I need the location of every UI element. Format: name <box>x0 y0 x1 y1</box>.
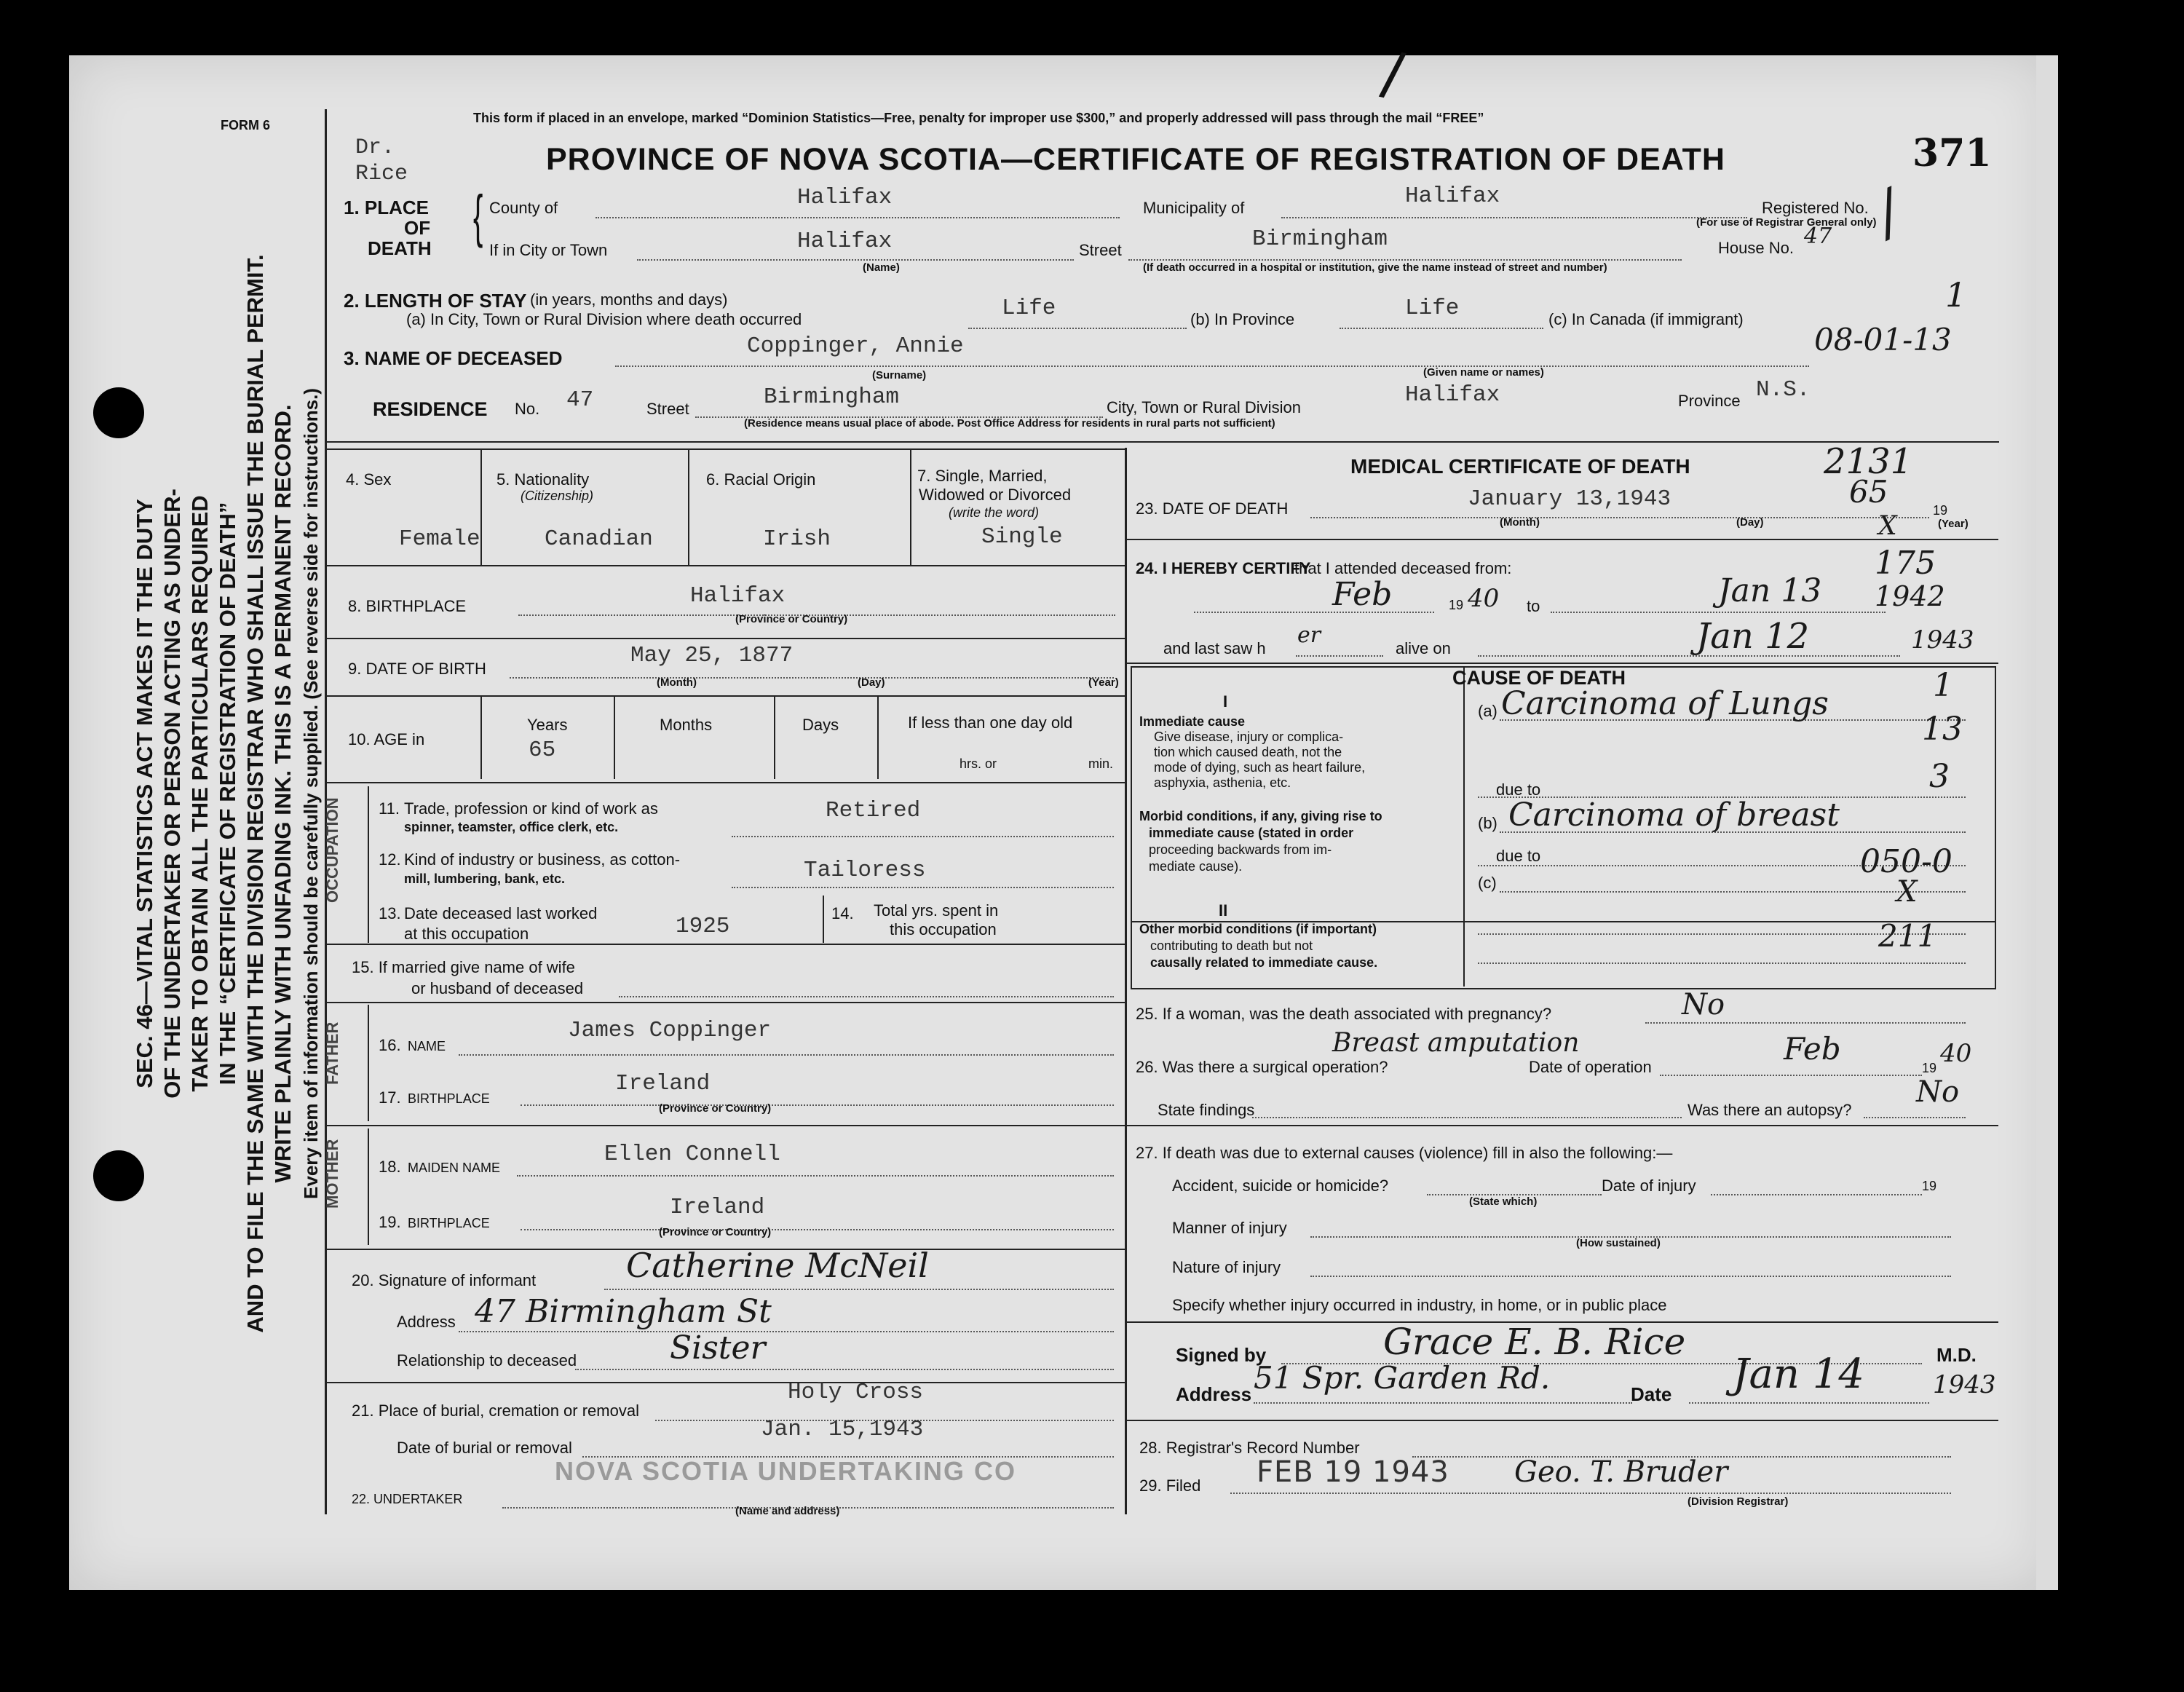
line <box>325 1125 1125 1126</box>
autopsy-label: Was there an autopsy? <box>1688 1101 1852 1119</box>
month-caption: (Month) <box>657 676 697 689</box>
day-caption: (Day) <box>858 676 885 689</box>
years-label: Years <box>527 716 568 734</box>
nationality-sub: (Citizenship) <box>521 489 594 503</box>
line <box>325 448 1125 450</box>
undertaker-stamp: NOVA SCOTIA UNDERTAKING CO <box>555 1456 1016 1486</box>
occupation-side-label: OCCUPATION <box>323 797 341 903</box>
undertaker-label: 22. UNDERTAKER <box>352 1492 463 1506</box>
record-number-label: 28. Registrar's Record Number <box>1139 1439 1360 1457</box>
sign-date-label: Date <box>1631 1383 1672 1405</box>
line <box>368 1005 369 1121</box>
line <box>877 695 879 779</box>
year-prefix: 19 <box>1933 503 1948 518</box>
line <box>517 1175 1114 1177</box>
year-prefix: 19 <box>1922 1179 1937 1193</box>
birthplace-label: 8. BIRTHPLACE <box>348 597 467 615</box>
hospital-note: (If death occurred in a hospital or institution, give the name instead of street and number) <box>1143 261 1607 274</box>
item-number: 13. <box>379 904 401 922</box>
corner-note: Dr. Rice <box>355 135 408 186</box>
house-label: House No. <box>1718 239 1794 257</box>
industry-value: Tailoress <box>804 858 926 883</box>
nationality-value: Canadian <box>545 526 653 552</box>
residence-city: Halifax <box>1405 382 1500 408</box>
stay-b-label: (b) In Province <box>1190 310 1295 328</box>
pregnancy-label: 25. If a woman, was the death associated with pregnancy? <box>1136 1005 1552 1023</box>
code-value: 2131 <box>1824 441 1913 482</box>
operation-date-label: Date of operation <box>1529 1058 1652 1076</box>
line <box>615 365 1809 367</box>
margin-notice: SEC. 46—VITAL STATISTICS ACT MAKES IT THE DUTY OF THE UNDERTAKER OR PERSON ACTING AS UNDER- TAKER TO OBTAIN ALL THE PARTICULARS REQUIRED IN THE “CERTIFICATE OF REGISTRATION OF DEATH” AND TO FILE THE SAME WITH THE DIVISION REGISTRAR WHO SHALL ISSUE THE BURIAL PERMIT. WRITE PLAINLY WITH UNFADING INK. THIS IS A PERMANENT RECORD. Every item of information should be carefully supplied. (See reverse side for instructions.) <box>132 254 322 1333</box>
cause-a-value: Carcinoma of Lungs <box>1501 685 1829 722</box>
province-country-caption: (Province or Country) <box>659 1102 772 1115</box>
age-years-value: 65 <box>529 738 556 763</box>
injury-date-label: Date of injury <box>1602 1177 1696 1195</box>
line <box>596 217 1120 218</box>
line <box>968 328 1187 329</box>
line <box>325 695 1125 697</box>
day-caption: (Day) <box>1736 516 1764 529</box>
attended-to-year: 1942 <box>1875 580 1945 612</box>
filed-stamp: FEB 19 1943 <box>1257 1455 1449 1489</box>
form-number: FORM 6 <box>221 118 271 133</box>
informant-address: 47 Birmingham St <box>475 1293 772 1330</box>
house-value: 47 <box>1804 224 1832 249</box>
item-number: 12. <box>379 850 401 869</box>
morbid-conditions-label: Morbid conditions, if any, giving rise to <box>1139 809 1382 823</box>
county-value: Halifax <box>797 185 893 210</box>
county-label: County of <box>489 199 558 217</box>
line <box>1125 1420 1998 1421</box>
nature-label: Nature of injury <box>1172 1258 1281 1276</box>
line <box>1660 1075 1922 1076</box>
line <box>1194 612 1434 613</box>
mother-maiden-name-label: MAIDEN NAME <box>408 1161 501 1175</box>
line <box>510 677 1114 679</box>
birthplace-value: Halifax <box>690 583 786 609</box>
external-causes-label: 27. If death was due to external causes (violence) fill in also the following:— <box>1136 1144 1673 1162</box>
line <box>1478 655 1900 657</box>
year-prefix: 19 <box>1449 598 1464 612</box>
line <box>1125 663 1998 664</box>
line <box>1340 328 1543 329</box>
line <box>1478 962 1966 964</box>
line <box>1296 655 1383 657</box>
province-value: N.S. <box>1756 377 1811 403</box>
months-label: Months <box>660 716 713 734</box>
morbid-conditions-label: proceeding backwards from im- <box>1149 842 1332 857</box>
line <box>325 944 1125 945</box>
line <box>1125 539 1998 540</box>
father-name: James Coppinger <box>568 1018 772 1043</box>
length-of-stay-label: 2. LENGTH OF STAY <box>344 290 527 312</box>
place-label: 1. PLACE <box>344 197 430 218</box>
line <box>521 1104 1114 1106</box>
relationship-label: Relationship to deceased <box>397 1351 577 1369</box>
physician-signature: Grace E. B. Rice <box>1383 1321 1686 1363</box>
cause-b-value: Carcinoma of breast <box>1508 796 1840 834</box>
line <box>480 448 482 565</box>
stay-c-label: (c) In Canada (if immigrant) <box>1548 310 1744 328</box>
less-than-day-label: If less than one day old <box>908 713 1073 732</box>
line <box>325 638 1125 639</box>
item-number: 17. <box>379 1088 401 1107</box>
line <box>619 996 1114 997</box>
line <box>368 786 369 943</box>
stay-a-value: Life <box>1002 296 1056 321</box>
line <box>368 1128 369 1245</box>
sex-label: 4. Sex <box>346 470 392 489</box>
name-of-deceased-label: 3. NAME OF DECEASED <box>344 347 563 369</box>
due-to-label: due to <box>1496 780 1541 799</box>
line <box>521 1229 1114 1230</box>
line <box>1500 891 1966 893</box>
days-label: Days <box>802 716 839 734</box>
to-label: to <box>1527 597 1540 615</box>
middle-rule <box>1125 448 1127 1514</box>
surgical-operation-value: Breast amputation <box>1332 1028 1580 1058</box>
relationship-value: Sister <box>670 1329 766 1367</box>
mother-maiden-name: Ellen Connell <box>604 1142 780 1167</box>
attended-to: Jan 13 <box>1718 572 1822 609</box>
burial-place: Holy Cross <box>788 1380 924 1405</box>
informant-signature: Catherine McNeil <box>626 1246 929 1285</box>
line <box>459 1331 1114 1332</box>
place-label-of: OF <box>404 217 431 239</box>
line <box>1711 1194 1922 1195</box>
last-saw-label: and last saw h <box>1163 639 1266 657</box>
year-caption: (Year) <box>1938 518 1969 530</box>
code-value: 1 <box>1933 667 1953 704</box>
other-conditions-label: causally related to immediate cause. <box>1150 955 1378 970</box>
stay-b-value: Life <box>1405 296 1460 321</box>
racial-origin-label: 6. Racial Origin <box>706 470 816 489</box>
residence-label: RESIDENCE <box>373 398 488 420</box>
residence-no: 47 <box>566 387 594 413</box>
marital-sub: (write the word) <box>949 505 1040 520</box>
mother-birthplace-label: BIRTHPLACE <box>408 1216 490 1230</box>
code-value: 08-01-13 <box>1814 322 1952 357</box>
immediate-cause-desc: tion which caused death, not the <box>1154 745 1342 759</box>
certify-label-rest: that I attended deceased from: <box>1294 559 1512 577</box>
code-value: 13 <box>1922 711 1963 748</box>
sign-year: 1943 <box>1933 1370 1996 1399</box>
registered-label: Registered No. <box>1762 199 1869 217</box>
line <box>325 565 1125 566</box>
occupation-11-examples: spinner, teamster, office clerk, etc. <box>404 820 619 834</box>
cause-of-death-title: CAUSE OF DEATH <box>1452 667 1626 689</box>
line <box>1689 1402 1929 1404</box>
md-label: M.D. <box>1936 1344 1977 1366</box>
city-value: Halifax <box>797 229 893 254</box>
manner-label: Manner of injury <box>1172 1219 1287 1237</box>
residence-street: Birmingham <box>764 384 900 410</box>
attended-from: Feb <box>1332 576 1393 613</box>
mother-side-label: MOTHER <box>323 1139 341 1209</box>
physician-address: 51 Spr. Garden Rd. <box>1254 1360 1551 1396</box>
line <box>325 441 1999 443</box>
line <box>1252 1117 1682 1118</box>
line <box>910 448 911 565</box>
code-value: 3 <box>1929 758 1950 795</box>
month-caption: (Month) <box>1500 516 1540 529</box>
due-to-label: due to <box>1496 847 1541 865</box>
immediate-cause-desc: Give disease, injury or complica- <box>1154 730 1344 744</box>
code-value: X <box>1878 511 1897 541</box>
informant-address-label: Address <box>397 1313 456 1331</box>
municipality-label: Municipality of <box>1143 199 1245 217</box>
burial-date: Jan. 15,1943 <box>761 1417 924 1442</box>
residence-note: (Residence means usual place of abode. Post Office Address for residents in rural parts not sufficient) <box>744 417 1275 430</box>
signed-by-label: Signed by <box>1176 1344 1267 1366</box>
attended-from-year: 40 <box>1468 584 1500 613</box>
line <box>774 695 775 779</box>
dob-label: 9. DATE OF BIRTH <box>348 660 486 678</box>
alive-on-date: Jan 12 <box>1696 616 1810 657</box>
morbid-conditions-label: mediate cause). <box>1149 859 1243 874</box>
pen-mark: / <box>1375 39 1409 114</box>
specify-label: Specify whether injury occurred in industry, in home, or in public place <box>1172 1296 1667 1314</box>
father-name-label: NAME <box>408 1039 446 1053</box>
total-years-label: Total yrs. spent in <box>874 901 999 920</box>
line <box>480 695 482 779</box>
immediate-cause-desc: mode of dying, such as heart failure, <box>1154 760 1366 775</box>
age-label: 10. AGE in <box>348 730 425 748</box>
place-label-death: DEATH <box>368 237 432 259</box>
code-value: 211 <box>1878 918 1937 954</box>
year-caption: (Year) <box>1088 676 1119 689</box>
industry-label: Kind of industry or business, as cotton- <box>404 850 681 869</box>
immediate-cause-desc: asphyxia, asthenia, etc. <box>1154 775 1291 790</box>
province-country-caption: (Province or Country) <box>735 613 848 625</box>
father-side-label: FATHER <box>323 1021 341 1085</box>
undertaker-caption: (Name and address) <box>735 1505 840 1517</box>
street-label: Street <box>1079 241 1122 259</box>
stay-a-label: (a) In City, Town or Rural Division where death occurred <box>406 310 802 328</box>
item-number: 18. <box>379 1158 401 1176</box>
nationality-label: 5. Nationality <box>496 470 590 489</box>
state-which-caption: (State which) <box>1469 1195 1538 1208</box>
spouse-label-2: or husband of deceased <box>411 979 584 997</box>
city-label: If in City or Town <box>489 241 608 259</box>
item-number: 11. <box>379 799 400 818</box>
cause-a-label: (a) <box>1478 702 1497 720</box>
deceased-name: Coppinger, Annie <box>747 333 964 359</box>
item-number: 14. <box>831 904 854 922</box>
brace: { <box>473 185 483 249</box>
residence-street-label: Street <box>646 400 689 418</box>
residence-city-label: City, Town or Rural Division <box>1107 398 1301 416</box>
racial-origin-value: Irish <box>763 526 831 552</box>
other-conditions-label: contributing to death but not <box>1150 938 1313 953</box>
occupation-11-label: Trade, profession or kind of work as <box>404 799 658 818</box>
min-label: min. <box>1088 756 1114 771</box>
informant-label: 20. Signature of informant <box>352 1271 537 1289</box>
registrar-use-note: (For use of Registrar General only) <box>1696 216 1877 229</box>
industry-examples: mill, lumbering, bank, etc. <box>404 871 566 886</box>
line <box>459 1054 1114 1056</box>
given-name-caption: (Given name or names) <box>1423 366 1544 379</box>
length-of-stay-sub: (in years, months and days) <box>530 290 728 309</box>
residence-no-label: No. <box>515 400 540 418</box>
last-worked-value: 1925 <box>676 914 730 939</box>
cause-c-label: (c) <box>1478 874 1497 892</box>
line <box>688 448 689 565</box>
alive-on-year: 1943 <box>1911 625 1974 655</box>
line <box>1551 612 1886 613</box>
name-caption: (Name) <box>863 261 900 274</box>
line <box>823 896 824 943</box>
line <box>1864 1117 1966 1118</box>
line <box>1310 1276 1951 1277</box>
marital-label: 7. Single, Married, <box>917 467 1048 485</box>
total-years-label-2: this occupation <box>890 920 997 938</box>
alive-on-label: alive on <box>1396 639 1451 657</box>
division-registrar-caption: (Division Registrar) <box>1688 1495 1789 1508</box>
line <box>637 259 1074 261</box>
other-conditions-label: Other morbid conditions (if important) <box>1139 922 1377 936</box>
part-one-label: I <box>1223 692 1228 711</box>
father-birthplace-label: BIRTHPLACE <box>408 1091 490 1106</box>
physician-address-label: Address <box>1176 1383 1252 1405</box>
certify-label: 24. I HEREBY CERTIFY <box>1136 559 1311 577</box>
burial-place-label: 21. Place of burial, cremation or removal <box>352 1402 639 1420</box>
date-of-death: January 13,1943 <box>1468 486 1671 512</box>
date-of-death-label: 23. DATE OF DEATH <box>1136 499 1289 518</box>
marital-value: Single <box>981 524 1063 550</box>
last-saw-pronoun: er <box>1297 622 1321 648</box>
line <box>1463 666 1465 987</box>
line <box>575 1369 1114 1370</box>
line <box>1128 259 1682 261</box>
line <box>614 695 615 779</box>
operation-date: Feb <box>1784 1031 1841 1067</box>
line <box>1125 1125 1998 1126</box>
sex-value: Female <box>399 526 480 552</box>
line <box>1254 1402 1632 1404</box>
line <box>325 1382 1125 1383</box>
certificate-title: PROVINCE OF NOVA SCOTIA—CERTIFICATE OF REGISTRATION OF DEATH <box>546 142 1725 177</box>
code-value: 65 <box>1849 474 1888 510</box>
check-mark: / <box>1864 177 1912 248</box>
cause-b-label: (b) <box>1478 814 1497 832</box>
sign-date: Jan 14 <box>1733 1351 1864 1398</box>
last-worked-label-2: at this occupation <box>404 925 529 943</box>
line <box>1281 217 1747 218</box>
line <box>325 782 1125 783</box>
surname-caption: (Surname) <box>872 369 927 382</box>
line <box>732 887 1114 888</box>
occupation-value: Retired <box>826 798 921 823</box>
marital-label-2: Widowed or Divorced <box>919 486 1072 504</box>
filed-label: 29. Filed <box>1139 1476 1201 1495</box>
province-country-caption: (Province or Country) <box>659 1226 772 1238</box>
mail-notice: This form if placed in an envelope, marked “Dominion Statistics—Free, penalty for improper use $300,” and properly addressed will pass through the mail “FREE” <box>473 111 1484 125</box>
item-number: 16. <box>379 1036 401 1054</box>
accident-label: Accident, suicide or homicide? <box>1172 1177 1389 1195</box>
surgical-operation-label: 26. Was there a surgical operation? <box>1136 1058 1388 1076</box>
how-sustained-caption: (How sustained) <box>1576 1237 1661 1249</box>
line <box>1310 517 1929 518</box>
year-prefix: 19 <box>1922 1061 1937 1075</box>
operation-year: 40 <box>1940 1039 1972 1068</box>
code-value: 1 <box>1945 275 1967 315</box>
immediate-cause-label: Immediate cause <box>1139 714 1246 729</box>
line <box>732 836 1114 837</box>
dob-value: May 25, 1877 <box>630 643 794 668</box>
code-value: 050-0 <box>1860 843 1952 880</box>
page-number: 371 <box>1912 131 1992 175</box>
morbid-conditions-label: immediate cause (stated in order <box>1149 826 1354 840</box>
spouse-label: 15. If married give name of wife <box>352 958 575 976</box>
part-two-label: II <box>1219 901 1228 920</box>
line <box>1645 1022 1966 1024</box>
mother-birthplace: Ireland <box>670 1195 765 1220</box>
municipality-value: Halifax <box>1405 183 1500 209</box>
province-label: Province <box>1678 392 1741 410</box>
registrar-signature: Geo. T. Bruder <box>1514 1455 1728 1489</box>
item-number: 19. <box>379 1213 401 1231</box>
last-worked-label: Date deceased last worked <box>404 904 598 922</box>
pregnancy-value: No <box>1682 988 1725 1021</box>
father-birthplace: Ireland <box>615 1071 711 1096</box>
code-value: X <box>1896 875 1918 909</box>
line <box>325 1002 1125 1003</box>
line <box>604 1289 1114 1290</box>
findings-label: State findings <box>1158 1101 1255 1119</box>
code-value: 175 <box>1875 545 1936 582</box>
medical-certificate-title: MEDICAL CERTIFICATE OF DEATH <box>1350 455 1690 478</box>
autopsy-value: No <box>1916 1075 1960 1109</box>
hrs-label: hrs. or <box>960 756 997 771</box>
burial-date-label: Date of burial or removal <box>397 1439 572 1457</box>
line <box>1230 1493 1951 1494</box>
street-value: Birmingham <box>1252 226 1388 252</box>
